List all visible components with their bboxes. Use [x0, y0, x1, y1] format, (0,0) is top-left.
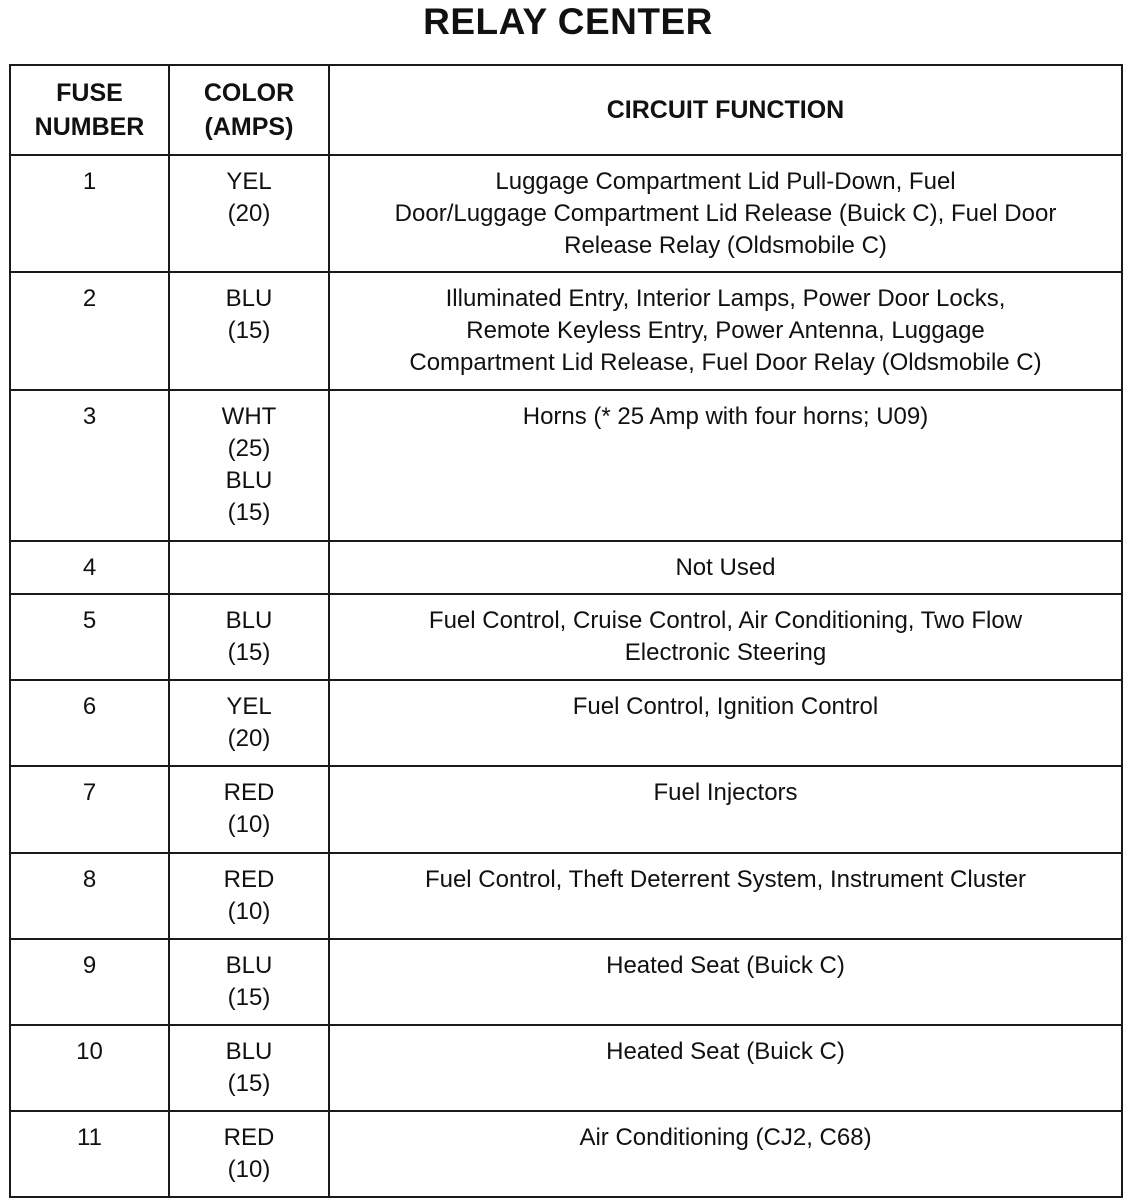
fuse-number: 6	[82, 693, 97, 720]
color-amps-cell	[169, 939, 329, 1025]
color-amps-line: YEL	[226, 693, 272, 720]
color-amps-line: (25)	[227, 435, 271, 462]
fuse-number: 9	[82, 952, 97, 979]
color-amps-line: RED	[223, 779, 275, 806]
fuse-number-cell	[10, 272, 169, 390]
circuit-function-cell	[329, 541, 1122, 594]
header-text: NUMBER	[34, 113, 145, 141]
color-amps-line: (15)	[227, 499, 271, 526]
circuit-function-line: Fuel Injectors	[653, 779, 798, 806]
table-row	[10, 939, 1122, 1025]
color-amps-line: BLU	[225, 467, 273, 494]
table-row	[10, 594, 1122, 680]
fuse-number: 3	[82, 403, 97, 430]
header-text: (AMPS)	[204, 113, 294, 141]
fuse-number: 7	[82, 779, 97, 806]
color-amps-line: (10)	[227, 811, 271, 838]
color-amps-cell	[169, 390, 329, 541]
circuit-function-cell	[329, 594, 1122, 680]
color-amps-line: BLU	[225, 952, 273, 979]
color-amps-cell	[169, 766, 329, 853]
circuit-function-cell	[329, 853, 1122, 939]
circuit-function-cell	[329, 1025, 1122, 1111]
color-amps-header	[169, 65, 329, 155]
header-text: COLOR	[203, 79, 295, 107]
color-amps-line: (15)	[227, 984, 271, 1011]
header-text: FUSE	[56, 79, 123, 107]
table-row	[10, 390, 1122, 541]
page-title: RELAY CENTER	[423, 1, 713, 42]
color-amps-line: BLU	[225, 607, 273, 634]
color-amps-line: (15)	[227, 317, 271, 344]
table-row	[10, 272, 1122, 390]
fuse-number-cell	[10, 541, 169, 594]
color-amps-cell	[169, 1111, 329, 1197]
circuit-function-line: Horns (* 25 Amp with four horns; U09)	[522, 403, 929, 430]
circuit-function-line: Not Used	[675, 554, 776, 581]
color-amps-line: RED	[223, 866, 275, 893]
color-amps-line: (10)	[227, 898, 271, 925]
fuse-number-cell	[10, 766, 169, 853]
color-amps-line: YEL	[226, 168, 272, 195]
circuit-function-line: Heated Seat (Buick C)	[606, 1038, 845, 1065]
circuit-function-line: Fuel Control, Cruise Control, Air Conditioning, Two Flow	[428, 607, 1023, 634]
circuit-function-line: Fuel Control, Ignition Control	[572, 693, 879, 720]
table-row	[10, 1025, 1122, 1111]
table-row	[10, 541, 1122, 594]
fuse-number: 5	[82, 607, 97, 634]
color-amps-line: BLU	[225, 1038, 273, 1065]
circuit-function-line: Door/Luggage Compartment Lid Release (Buick C), Fuel Door	[394, 200, 1057, 227]
circuit-function-cell	[329, 680, 1122, 766]
circuit-function-cell	[329, 766, 1122, 853]
circuit-function-line: Compartment Lid Release, Fuel Door Relay (Oldsmobile C)	[409, 349, 1042, 376]
fuse-number: 4	[82, 554, 97, 581]
table-body	[10, 155, 1122, 1197]
circuit-function-cell	[329, 272, 1122, 390]
color-amps-cell	[169, 272, 329, 390]
circuit-function-cell	[329, 390, 1122, 541]
color-amps-cell	[169, 594, 329, 680]
fuse-number-cell	[10, 155, 169, 272]
table-row	[10, 1111, 1122, 1197]
fuse-number-cell	[10, 594, 169, 680]
circuit-function-line: Electronic Steering	[624, 639, 827, 666]
color-amps-line: (20)	[227, 200, 271, 227]
circuit-function-cell	[329, 1111, 1122, 1197]
color-amps-line: (10)	[227, 1156, 271, 1183]
circuit-function-line: Remote Keyless Entry, Power Antenna, Luggage	[466, 317, 985, 344]
fuse-number-cell	[10, 1025, 169, 1111]
color-amps-line: BLU	[225, 285, 273, 312]
color-amps-cell	[169, 541, 329, 594]
circuit-function-line: Luggage Compartment Lid Pull-Down, Fuel	[495, 168, 956, 195]
relay-center-table	[9, 64, 1123, 1198]
circuit-function-line: Fuel Control, Theft Deterrent System, Instrument Cluster	[424, 866, 1027, 893]
color-amps-line: (15)	[227, 639, 271, 666]
table-header-row	[10, 65, 1122, 155]
table-row	[10, 853, 1122, 939]
circuit-function-line: Heated Seat (Buick C)	[606, 952, 845, 979]
fuse-number-cell	[10, 390, 169, 541]
color-amps-line: (20)	[227, 725, 271, 752]
fuse-number-cell	[10, 1111, 169, 1197]
color-amps-line: WHT	[221, 403, 277, 430]
table-row	[10, 766, 1122, 853]
fuse-number: 1	[82, 168, 97, 195]
circuit-function-line: Illuminated Entry, Interior Lamps, Power Door Locks,	[445, 285, 1006, 312]
fuse-number-cell	[10, 853, 169, 939]
fuse-number: 2	[82, 285, 97, 312]
color-amps-cell	[169, 1025, 329, 1111]
color-amps-cell	[169, 853, 329, 939]
circuit-function-header: CIRCUIT FUNCTION	[329, 65, 1122, 155]
circuit-function-line: Air Conditioning (CJ2, C68)	[579, 1124, 872, 1151]
fuse-number-cell	[10, 939, 169, 1025]
fuse-number-header	[10, 65, 169, 155]
table-row	[10, 155, 1122, 272]
circuit-function-cell	[329, 939, 1122, 1025]
circuit-function-cell	[329, 155, 1122, 272]
table-row	[10, 680, 1122, 766]
fuse-number: 8	[82, 866, 97, 893]
fuse-number-cell	[10, 680, 169, 766]
circuit-function-line: Release Relay (Oldsmobile C)	[564, 232, 887, 259]
color-amps-cell	[169, 155, 329, 272]
fuse-number: 10	[76, 1038, 103, 1065]
color-amps-line: RED	[223, 1124, 275, 1151]
fuse-number: 11	[77, 1124, 102, 1151]
color-amps-line: (15)	[227, 1070, 271, 1097]
color-amps-cell	[169, 680, 329, 766]
